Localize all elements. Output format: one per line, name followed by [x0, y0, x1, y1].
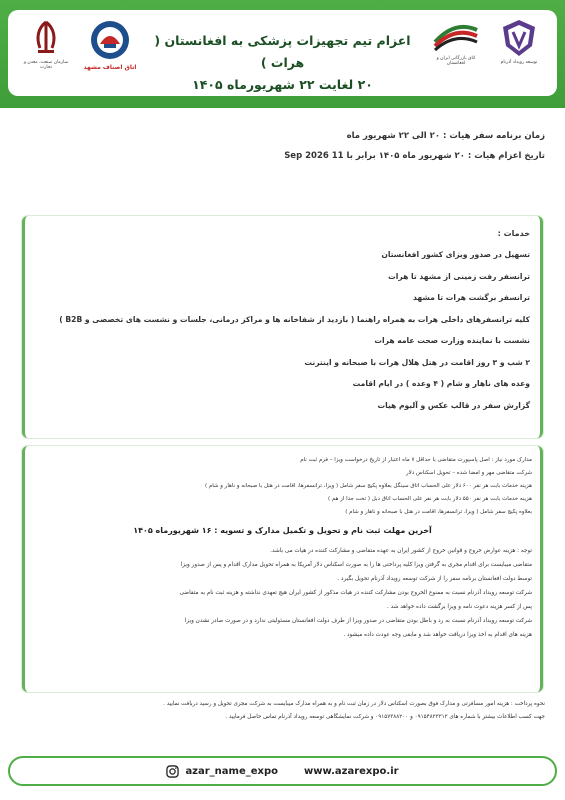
organizer-shield-icon [499, 18, 539, 58]
payment-notes [20, 698, 545, 724]
service-item: نشست با نماینده وزارت صحت عامه هرات [374, 336, 530, 345]
guild-gear-icon [88, 18, 132, 62]
registration-deadline: آخرین مهلت ثبت نام و تحویل و تکمیل مدارک و تسویه : ۱۶ شهریورماه ۱۴۰۵ [133, 526, 432, 535]
note-line: هزینه های اقدام به اخذ ویزا دریافت خواهد شد و مابقی وجه عودت داده میشود . [343, 632, 532, 638]
service-item: وعده های ناهار و شام ( ۴ وعده ) در ایام اقامت [352, 379, 530, 388]
service-item: تسهیل در صدور ویزای کشور افغانستان [381, 250, 530, 259]
website-contact[interactable] [304, 766, 399, 777]
contact-bar [8, 756, 557, 786]
note-line: شرکت توسعه رویداد آذرنام نسبت به رد و باطل بودن متقاضی در صدور ویزا از طرف دولت افغانستان مسئولیتی ندارد و در صورت صادر نشدن ویزا [184, 618, 532, 624]
organizer-logo-caption: توسعه رویداد آذرنام [500, 60, 538, 65]
page-subtitle-dates: ۲۰ لغایت ۲۲ شهریورماه ۱۴۰۵ [192, 77, 373, 92]
instagram-icon [166, 765, 179, 778]
chamber-logo-caption: اتاق بازرگانی ایران و افغانستان [436, 56, 476, 67]
document-line: هزینه خدمات بابت هر نفر ۶۰۰ دلار علی الحساب اتاق سینگل بعلاوه پکیج سفر شامل ( ویزا، ترانسفرها، اقامت در هتل با صبحانه و ناهار و شام ) [204, 483, 532, 489]
header-banner [0, 0, 565, 108]
document-line: شرکت متقاضی مهر و امضا شده – تحویل اسکناس دلار [405, 470, 532, 476]
contact-numbers-text: جهت کسب اطلاعات بیشتر با شماره های ۰۹۱۵۴۸۲۳۳۱۲ و ۰۹۱۵۷۳۸۸۲۰۰ و شرکت نمایشگاهی توسعه رویداد آذرنام تماس حاصل فرمایید . [225, 714, 545, 720]
schedule-section [20, 126, 545, 166]
document-line: مدارک مورد نیاز : اصل پاسپورت متقاضی با حداقل ۷ ماه اعتبار از تاریخ درخواست ویزا – فرم ثبت نام [300, 457, 532, 463]
program-time-text: زمان برنامه سفر هیات : ۲۰ الی ۲۲ شهریور ماه [346, 131, 545, 141]
chamber-swoosh-icon [431, 18, 481, 54]
website-url: www.azarexpo.ir [304, 765, 399, 777]
note-line: متقاضی میبایست برای اقدام مجری به گرفتن ویزا کلیه پرداختی ها را به صورت اسکناس دلار آمریکا به همراه تحویل مدارک اقدام و پس از صدور ویزا [180, 562, 532, 568]
note-line: شرکت توسعه رویداد آذرنام نسبت به ممنوع الخروج بودن مشارکت کننده در هیات مذکور از کشور ایران هیچ تعهدی نداشته و هزینه ثبت نام به متقاضی [179, 590, 532, 596]
organizer-logo [493, 18, 545, 84]
service-item: ترانسفر رفت زمینی از مشهد تا هرات [388, 271, 530, 281]
chamber-logo [427, 18, 485, 84]
page-title: اعزام تیم تجهیزات پزشکی به افغانستان ( هرات ) [154, 33, 411, 70]
document-line: هزینه خدمات بابت هر نفر ۵۵۰ دلار بابت هر نفر علی الحساب اتاق دبل ( تخت جدا از هم ) [327, 496, 532, 502]
note-line: توسط دولت افغانستان برنامه سفر را از شرکت توسعه رویداد آذرنام تحویل بگیرد . [337, 576, 532, 582]
service-item: کلیه ترانسفرهای داخلی هرات به همراه راهنما ( بازدید از شفاخانه ها و مراکز درمانی، جلسات و نشست های تخصصی و B2B ) [59, 314, 530, 324]
service-item: گزارش سفر در قالب عکس و آلبوم هیات [377, 400, 530, 410]
departure-date-text: تاریخ اعزام هیات : ۲۰ شهریور ماه ۱۴۰۵ برابر با 11 Sep 2026 [284, 151, 545, 161]
iran-emblem-caption: سازمان صنعت، معدن و تجارت [23, 60, 69, 71]
services-box [22, 216, 543, 438]
service-item: ۲ شب و ۳ روز اقامت در هتل هلال هرات با صبحانه و اینترنت [304, 357, 530, 367]
mashhad-logo-caption: اتاق اصناف مشهد [83, 64, 137, 71]
note-line: توجه : هزینه عوارض خروج و قوانین خروج از کشور ایران به عهده متقاضی و مشارکت کننده در هیات می باشد. [270, 548, 532, 554]
instagram-handle: azar_name_expo [185, 765, 279, 777]
instagram-contact[interactable] [166, 765, 278, 778]
document-line: بعلاوه پکیج سفر شامل ( ویزا، ترانسفرها، اقامت در هتل با صبحانه و ناهار و شام ) [345, 509, 532, 515]
iran-emblem-logo [20, 18, 72, 84]
service-item: ترانسفر برگشت هرات تا مشهد [412, 293, 530, 302]
payment-method-text: نحوه پرداخت : هزینه امور مسافرتی و مدارک فوق بصورت اسکناس دلار در زمان ثبت نام و به همراه مدارک میبایست به شرکت مجری تحویل و رسید دریافت نمایید . [163, 701, 545, 707]
services-list [35, 244, 530, 416]
header-card [8, 10, 557, 96]
title-block [148, 30, 417, 96]
note-line: پس از کسر هزینه دعوت نامه و ویزا برگشت داده خواهد شد . [387, 604, 532, 610]
mashhad-guild-logo [82, 18, 138, 84]
services-title: خدمات : [497, 229, 530, 238]
documents-box [22, 446, 543, 692]
iran-emblem-icon [28, 18, 64, 58]
